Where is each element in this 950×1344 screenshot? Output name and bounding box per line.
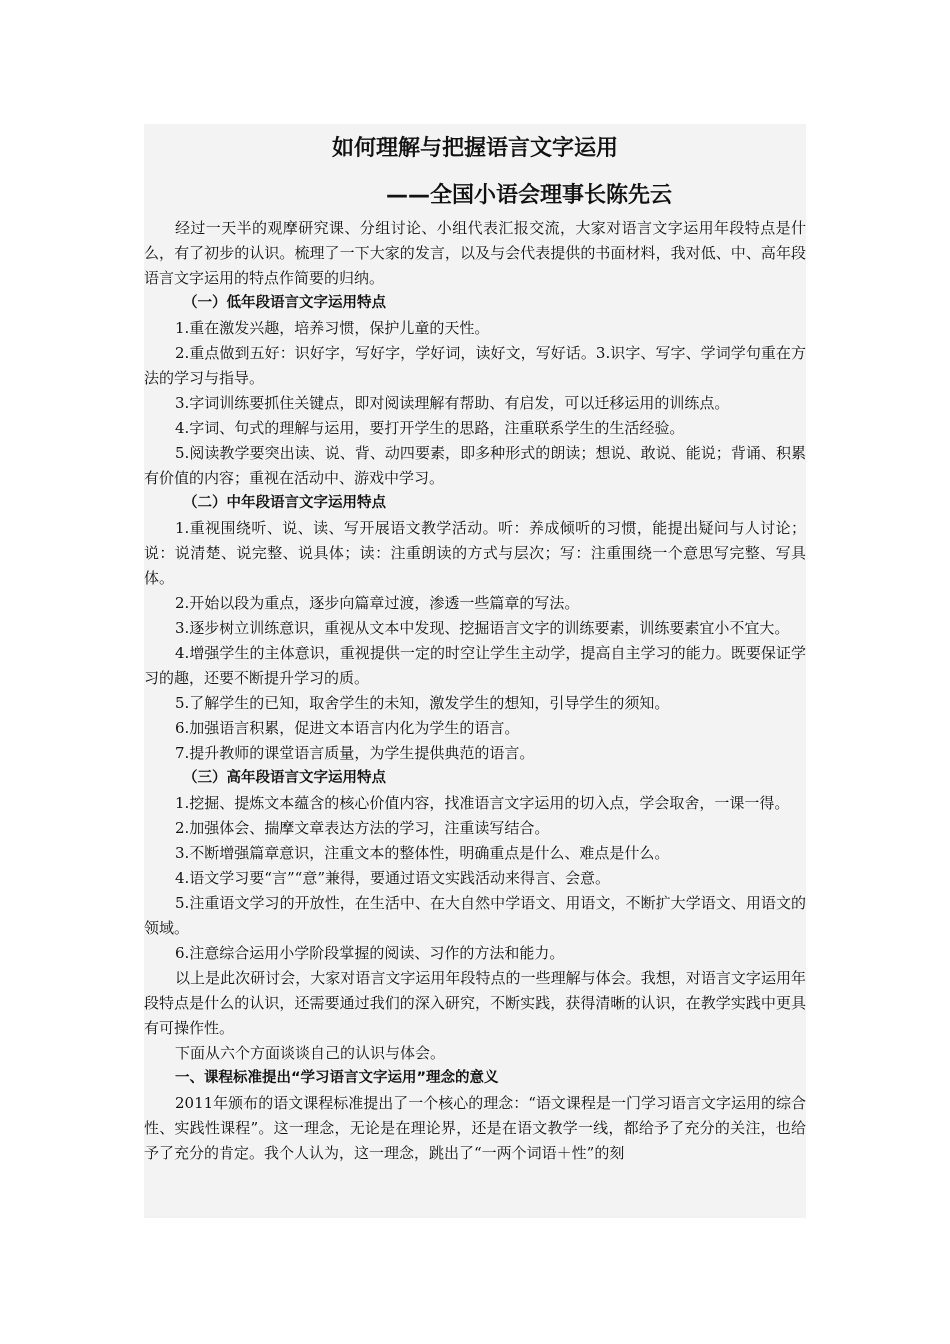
body-paragraph: 2.开始以段为重点，逐步向篇章过渡，渗透一些篇章的写法。 [175,594,580,612]
body-paragraph: 3.字词训练要抓住关键点，即对阅读理解有帮助、有启发，可以迁移运用的训练点。 [175,394,730,412]
body-paragraph: 4.增强学生的主体意识，重视提供一定的时空让学生主动学，提高自主学习的能力。既要保证学习的趣，还要不断提升学习的质。 [144,644,806,687]
body-paragraph: 5.注重语文学习的开放性，在生活中、在大自然中学语文、用语文，不断扩大学语文、用语文的领域。 [144,894,806,937]
document-content [144,124,806,1166]
subsection-heading: （三）高年段语言文字运用特点 [183,770,386,786]
body-paragraph: 4.字词、句式的理解与运用，要打开学生的思路，注重联系学生的生活经验。 [175,419,685,437]
section-heading: 一、课程标准提出“学习语言文字运用”理念的意义 [175,1070,499,1086]
document-subtitle: ——全国小语会理事长陈先云 [386,183,673,208]
body-paragraph: 1.重在激发兴趣，培养习惯，保护儿童的天性。 [175,319,490,337]
body-paragraph: 7.提升教师的课堂语言质量，为学生提供典范的语言。 [175,744,535,762]
body-paragraph: 以上是此次研讨会，大家对语言文字运用年段特点的一些理解与体会。我想，对语言文字运用年段特点是什么的认识，还需要通过我们的深入研究，不断实践，获得清晰的认识，在教学实践中更具有可操作性。 [144,969,806,1037]
subsection-heading: （一）低年段语言文字运用特点 [183,295,386,311]
body-paragraph: 1.重视围绕听、说、读、写开展语文教学活动。听：养成倾听的习惯，能提出疑问与人讨论；说：说清楚、说完整、说具体；读：注重朗读的方式与层次；写：注重围绕一个意思写完整、写具体。 [144,519,806,587]
body-paragraph: 3.不断增强篇章意识，注重文本的整体性，明确重点是什么、难点是什么。 [175,844,670,862]
body-paragraph: 2011年颁布的语文课程标准提出了一个核心的理念：“语文课程是一门学习语言文字运用的综合性、实践性课程”。这一理念，无论是在理论界，还是在语文教学一线，都给予了充分的关注，也给予了充分的肯定。我个人认为，这一理念，跳出了“一两个词语＋性”的刻 [144,1094,806,1162]
body-paragraph: 1.挖掘、提炼文本蕴含的核心价值内容，找准语言文字运用的切入点，学会取舍，一课一得。 [175,794,790,812]
subsection-heading: （二）中年段语言文字运用特点 [183,495,386,511]
body-paragraph: 2.加强体会、揣摩文章表达方法的学习，注重读写结合。 [175,819,550,837]
body-paragraph: 2.重点做到五好：识好字，写好字，学好词，读好文，写好话。3.识字、写字、学词学句重在方法的学习与指导。 [144,344,806,387]
body-paragraph: 6.加强语言积累，促进文本语言内化为学生的语言。 [175,719,520,737]
document-body [144,216,806,1166]
body-paragraph: 经过一天半的观摩研究课、分组讨论、小组代表汇报交流，大家对语言文字运用年段特点是什么，有了初步的认识。梳理了一下大家的发言，以及与会代表提供的书面材料，我对低、中、高年段语言文字运用的特点作简要的归纳。 [144,219,806,287]
body-paragraph: 3.逐步树立训练意识，重视从文本中发现、挖掘语言文字的训练要素，训练要素宜小不宜大。 [175,619,790,637]
document-title: 如何理解与把握语言文字运用 [331,136,618,161]
body-paragraph: 5.了解学生的已知，取舍学生的未知，激发学生的想知，引导学生的须知。 [175,694,670,712]
body-paragraph: 5.阅读教学要突出读、说、背、动四要素，即多种形式的朗读；想说、敢说、能说；背诵、积累有价值的内容；重视在活动中、游戏中学习。 [144,444,806,487]
body-paragraph: 下面从六个方面谈谈自己的认识与体会。 [175,1044,446,1062]
body-paragraph: 6.注意综合运用小学阶段掌握的阅读、习作的方法和能力。 [175,944,565,962]
body-paragraph: 4.语文学习要“言”“意”兼得，要通过语文实践活动来得言、会意。 [175,869,610,887]
